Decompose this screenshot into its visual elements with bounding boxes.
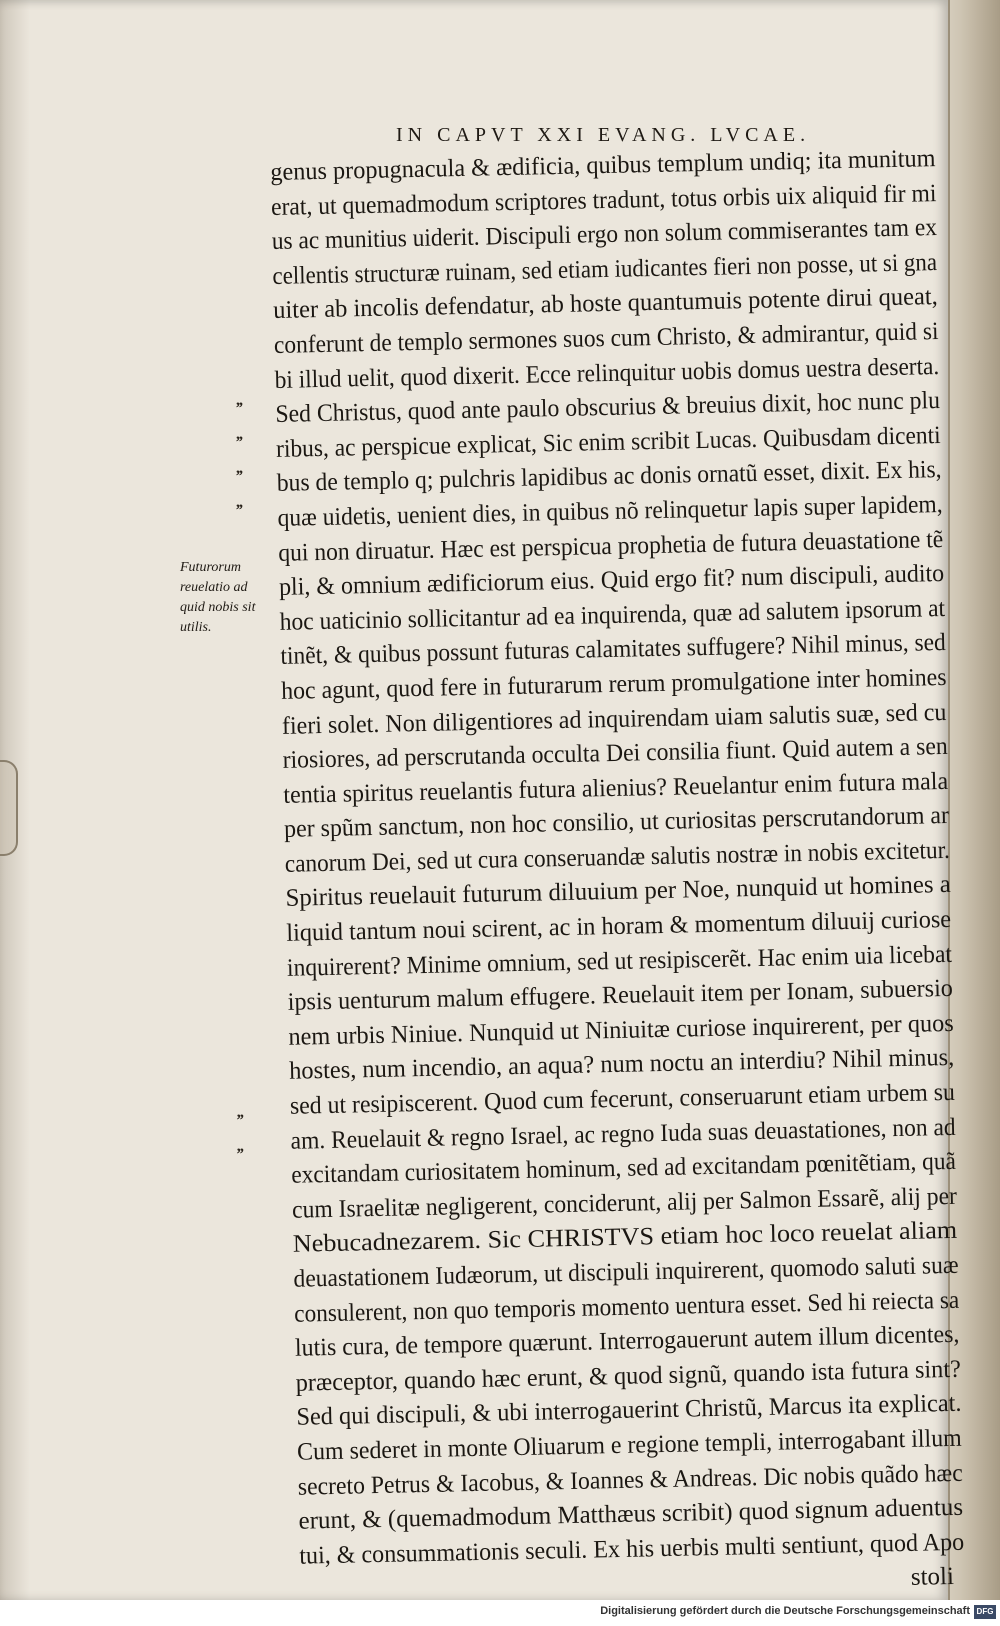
text-line: hostes, num incendio, an aqua? num noctu an interdiu? Nihil minus, [288, 1044, 955, 1086]
text-line: bus de templo q; pulchris lapidibus ac donis ornatũ esset, dixit. Ex his, [276, 456, 942, 498]
text-line: liquid tantum noui scirent, ac in horam & momentum diluuij curiose [286, 905, 952, 947]
text-line: riosiores, ad perscrutanda occulta Dei consilia fiunt. Quid autem a sen [282, 733, 948, 774]
margin-note-line: Futurorum [180, 560, 241, 575]
dfg-logo: DFG [974, 1605, 996, 1619]
text-line: secreto Petrus & Iacobus, & Ioannes & Andreas. Dic nobis quãdo hæc [297, 1459, 963, 1501]
text-line: erunt, & (quemadmodum Matthæus scribit) quod signum aduentus [298, 1493, 964, 1535]
text-line: am. Reuelauit & regno Israel, ac regno Iuda suas deuastationes, non ad [290, 1113, 956, 1155]
body-text [270, 142, 980, 1609]
margin-note [180, 558, 268, 638]
text-line: tui, & consummationis seculi. Ex his uerbis multi sentiunt, quod Apo [299, 1528, 965, 1570]
footer-credit: Digitalisierung gefördert durch die Deutsche Forschungsgemeinschaft [600, 1605, 970, 1617]
margin-note-line: reuelatio ad [180, 580, 248, 595]
text-line: hoc uaticinio sollicitantur ad ea inquirenda, quæ ad salutem ipsorum at [279, 594, 946, 636]
text-line: quæ uidetis, uenient dies, in quibus nõ relinquetur lapis super lapidem, [277, 490, 943, 532]
text-line: ribus, ac perspicue explicat, Sic enim scribit Lucas. Quibusdam dicenti [275, 421, 941, 463]
text-line: qui non diruatur. Hæc est perspicua prophetia de futura deuastatione tẽ [278, 525, 944, 567]
quotation-mark: ,, [236, 494, 242, 511]
text-line: Sed Christus, quod ante paulo obscurius & breuius dixit, hoc nunc plu [275, 387, 941, 429]
text-line: excitandam curiositatem hominum, sed ad excitandam pœnitẽtiam, quã [291, 1148, 957, 1189]
text-line: Spiritus reuelauit futurum diluuium per Noe, nunquid ut homines a [285, 871, 952, 913]
quotation-mark: ,, [236, 426, 242, 443]
text-line: hoc agunt, quod fere in futurarum rerum promulgatione inter homines [280, 663, 947, 705]
text-line: cum Israelitæ negligerent, conciderunt, alij per Salmon Essarẽ, alij per [291, 1182, 958, 1224]
text-line: tentia spiritus reuelantis futura alienius? Reuelantur enim futura mala [283, 767, 949, 809]
text-line: genus propugnacula & ædificia, quibus templum undiq; ita munitum [270, 145, 936, 186]
text-line: uiter ab incolis defendatur, ab hoste quantumuis potente dirui queat, [272, 283, 939, 325]
text-line: cellentis structuræ ruinam, sed etiam iudicantes fieri non posse, ut si gna [272, 248, 938, 290]
text-line: lutis cura, de tempore quærunt. Interrogauerunt autem illum dicentes, [294, 1321, 960, 1362]
catchword: stoli [910, 1563, 955, 1592]
text-line: consulerent, non quo temporis momento uentura esset. Sed hi reiecta sa [293, 1286, 960, 1328]
text-line: us ac munitius uiderit. Discipuli ergo non solum commiserantes tam ex [271, 214, 938, 256]
text-line: sed ut resipiscerent. Quod cum fecerunt, conseruarunt etiam urbem su [289, 1078, 956, 1120]
running-head: IN CAPVT XXI EVANG. LVCAE. [396, 124, 811, 146]
page-clip [0, 760, 18, 856]
text-line: ipsis uenturum malum effugere. Reuelauit item per Ionam, subuersio [287, 975, 954, 1017]
quotation-mark: ,, [236, 460, 242, 477]
text-line: Sed qui discipuli, & ubi interrogauerint Christũ, Marcus ita explicat. [296, 1390, 962, 1432]
text-line: Cum sederet in monte Oliuarum e regione templi, interrogabant illum [296, 1424, 962, 1466]
text-line: nem urbis Niniue. Nunquid ut Niniuitæ curiose inquirerent, per quos [288, 1009, 954, 1051]
text-line: canorum Dei, sed ut cura conseruandæ salutis nostræ in nobis excitetur. [284, 836, 951, 878]
margin-note-line: utilis. [180, 620, 212, 635]
text-line: Nebucadnezarem. Sic CHRISTVS etiam hoc loco reuelat aliam [292, 1217, 958, 1259]
text-line: inquirerent? Minime omnium, sed ut resipiscerẽt. Hac enim uia licebat [286, 940, 953, 982]
digitization-footer [0, 1600, 1000, 1626]
text-line: erat, ut quemadmodum scriptores tradunt, totus orbis uix aliquid fir mi [270, 179, 937, 221]
quotation-mark: ’’ [236, 1112, 244, 1129]
margin-note-line: quid nobis sit [180, 600, 256, 615]
text-line: bi illud uelit, quod dixerit. Ecce relinquitur uobis domus uestra deserta. [274, 352, 940, 394]
text-line: præceptor, quando hæc erunt, & quod signũ, quando ista futura sint? [295, 1355, 962, 1397]
text-line: deuastationem Iudæorum, ut discipuli inquirerent, quomodo saluti suæ [293, 1251, 959, 1293]
text-line: fieri solet. Non diligentiores ad inquirendam uiam salutis suæ, sed cu [281, 698, 947, 740]
text-line: tinẽt, & quibus possunt futuras calamitates suffugere? Nihil minus, sed [280, 629, 947, 671]
quotation-mark: ’’ [236, 1146, 244, 1163]
quotation-mark: ,, [236, 392, 242, 409]
text-line: conferunt de templo sermones suos cum Christo, & admirantur, quid si [273, 318, 939, 359]
text-line: per spũm sanctum, non hoc consilio, ut curiositas perscrutandorum ar [283, 802, 950, 844]
text-line: pli, & omnium ædificiorum eius. Quid ergo fit? num discipuli, audito [278, 560, 945, 602]
